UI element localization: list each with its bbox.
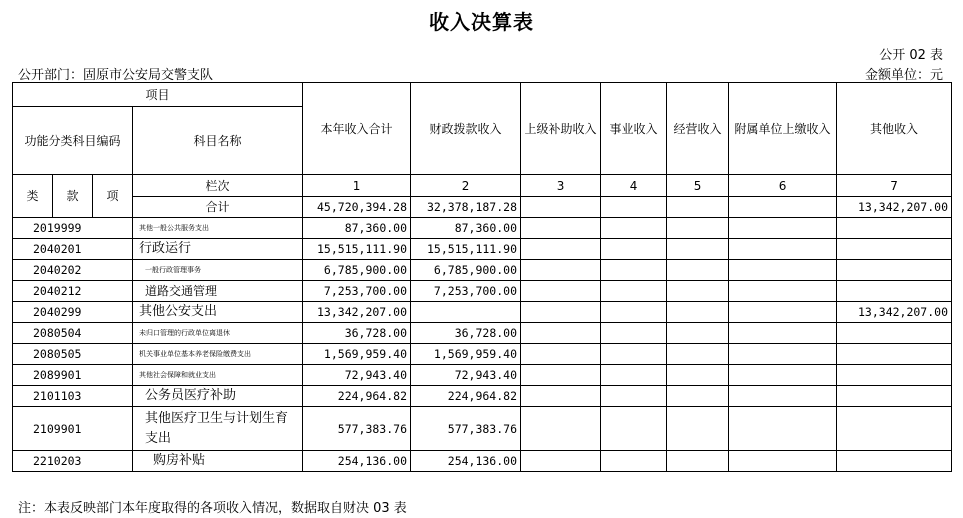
amount-unit-label: 金额单位：元 xyxy=(864,68,943,83)
row-other xyxy=(837,344,952,365)
row-total: 36,728.00 xyxy=(303,323,411,344)
row-fiscal: 36,728.00 xyxy=(411,323,521,344)
header-affiliated: 附属单位上缴收入 xyxy=(729,83,837,175)
table-row xyxy=(13,451,952,472)
row-total: 254,136.00 xyxy=(303,451,411,472)
header-lanci: 栏次 xyxy=(133,175,303,197)
row-name: 其他医疗卫生与计划生育支出 xyxy=(133,407,303,451)
row-fiscal: 87,360.00 xyxy=(411,218,521,239)
header-func-code: 功能分类科目编码 xyxy=(13,107,133,175)
row-code: 2080504 xyxy=(13,323,133,344)
header-business: 事业收入 xyxy=(601,83,667,175)
row-code: 2019999 xyxy=(13,218,133,239)
header-kuan: 款 xyxy=(53,175,93,218)
row-fiscal: 72,943.40 xyxy=(411,365,521,386)
row-other xyxy=(837,218,952,239)
row-name: 未归口管理的行政单位离退休 xyxy=(133,323,303,344)
row-other xyxy=(837,260,952,281)
income-table xyxy=(12,82,952,472)
row-name: 购房补贴 xyxy=(133,451,303,472)
header-fiscal: 财政拨款收入 xyxy=(411,83,521,175)
totals-total: 45,720,394.28 xyxy=(303,197,411,218)
col-number-7: 7 xyxy=(837,175,952,197)
row-fiscal: 7,253,700.00 xyxy=(411,281,521,302)
header-item: 项目 xyxy=(13,83,303,107)
row-code: 2101103 xyxy=(13,386,133,407)
header-operating: 经营收入 xyxy=(667,83,729,175)
row-other xyxy=(837,239,952,260)
row-name: 其他公安支出 xyxy=(133,302,303,323)
form-number: 公开 02 表 xyxy=(879,48,943,63)
footnote: 注：本表反映部门本年度取得的各项收入情况，数据取自财决 03 表 xyxy=(18,501,407,516)
row-other xyxy=(837,386,952,407)
header-total: 本年收入合计 xyxy=(303,83,411,175)
col-number-1: 1 xyxy=(303,175,411,197)
row-code: 2040212 xyxy=(13,281,133,302)
row-total: 87,360.00 xyxy=(303,218,411,239)
row-total: 15,515,111.90 xyxy=(303,239,411,260)
row-fiscal xyxy=(411,302,521,323)
row-fiscal: 577,383.76 xyxy=(411,407,521,451)
row-name: 行政运行 xyxy=(133,239,303,260)
page-title: 收入决算表 xyxy=(429,10,534,34)
header-lei: 类 xyxy=(13,175,53,218)
header-heji: 合计 xyxy=(133,197,303,218)
row-name: 公务员医疗补助 xyxy=(133,386,303,407)
department-label: 公开部门：固原市公安局交警支队 xyxy=(18,68,214,83)
table-row xyxy=(13,260,952,281)
table-row xyxy=(13,302,952,323)
row-fiscal: 1,569,959.40 xyxy=(411,344,521,365)
header-superior: 上级补助收入 xyxy=(521,83,601,175)
table-row xyxy=(13,218,952,239)
row-code: 2109901 xyxy=(13,407,133,451)
row-total: 72,943.40 xyxy=(303,365,411,386)
row-name: 一般行政管理事务 xyxy=(133,260,303,281)
row-other xyxy=(837,365,952,386)
col-number-4: 4 xyxy=(601,175,667,197)
table-row xyxy=(13,323,952,344)
row-total: 577,383.76 xyxy=(303,407,411,451)
col-number-3: 3 xyxy=(521,175,601,197)
row-fiscal: 15,515,111.90 xyxy=(411,239,521,260)
table-row xyxy=(13,344,952,365)
row-other xyxy=(837,281,952,302)
row-name: 其他一般公共服务支出 xyxy=(133,218,303,239)
table-row xyxy=(13,365,952,386)
row-code: 2040299 xyxy=(13,302,133,323)
table-row xyxy=(13,407,952,451)
totals-fiscal: 32,378,187.28 xyxy=(411,197,521,218)
col-number-2: 2 xyxy=(411,175,521,197)
row-other xyxy=(837,407,952,451)
row-code: 2080505 xyxy=(13,344,133,365)
row-code: 2210203 xyxy=(13,451,133,472)
row-name: 其他社会保障和就业支出 xyxy=(133,365,303,386)
row-fiscal: 224,964.82 xyxy=(411,386,521,407)
row-other xyxy=(837,451,952,472)
row-name: 机关事业单位基本养老保险缴费支出 xyxy=(133,344,303,365)
row-name: 道路交通管理 xyxy=(133,281,303,302)
row-total: 6,785,900.00 xyxy=(303,260,411,281)
table-row xyxy=(13,281,952,302)
row-fiscal: 6,785,900.00 xyxy=(411,260,521,281)
row-total: 7,253,700.00 xyxy=(303,281,411,302)
row-fiscal: 254,136.00 xyxy=(411,451,521,472)
totals-other: 13,342,207.00 xyxy=(837,197,952,218)
header-subject-name: 科目名称 xyxy=(133,107,303,175)
row-total: 224,964.82 xyxy=(303,386,411,407)
row-total: 1,569,959.40 xyxy=(303,344,411,365)
header-other: 其他收入 xyxy=(837,83,952,175)
row-code: 2089901 xyxy=(13,365,133,386)
table-row xyxy=(13,239,952,260)
col-number-6: 6 xyxy=(729,175,837,197)
table-row xyxy=(13,386,952,407)
row-other: 13,342,207.00 xyxy=(837,302,952,323)
row-total: 13,342,207.00 xyxy=(303,302,411,323)
row-other xyxy=(837,323,952,344)
row-code: 2040201 xyxy=(13,239,133,260)
col-number-5: 5 xyxy=(667,175,729,197)
row-code: 2040202 xyxy=(13,260,133,281)
header-xiang: 项 xyxy=(93,175,133,218)
